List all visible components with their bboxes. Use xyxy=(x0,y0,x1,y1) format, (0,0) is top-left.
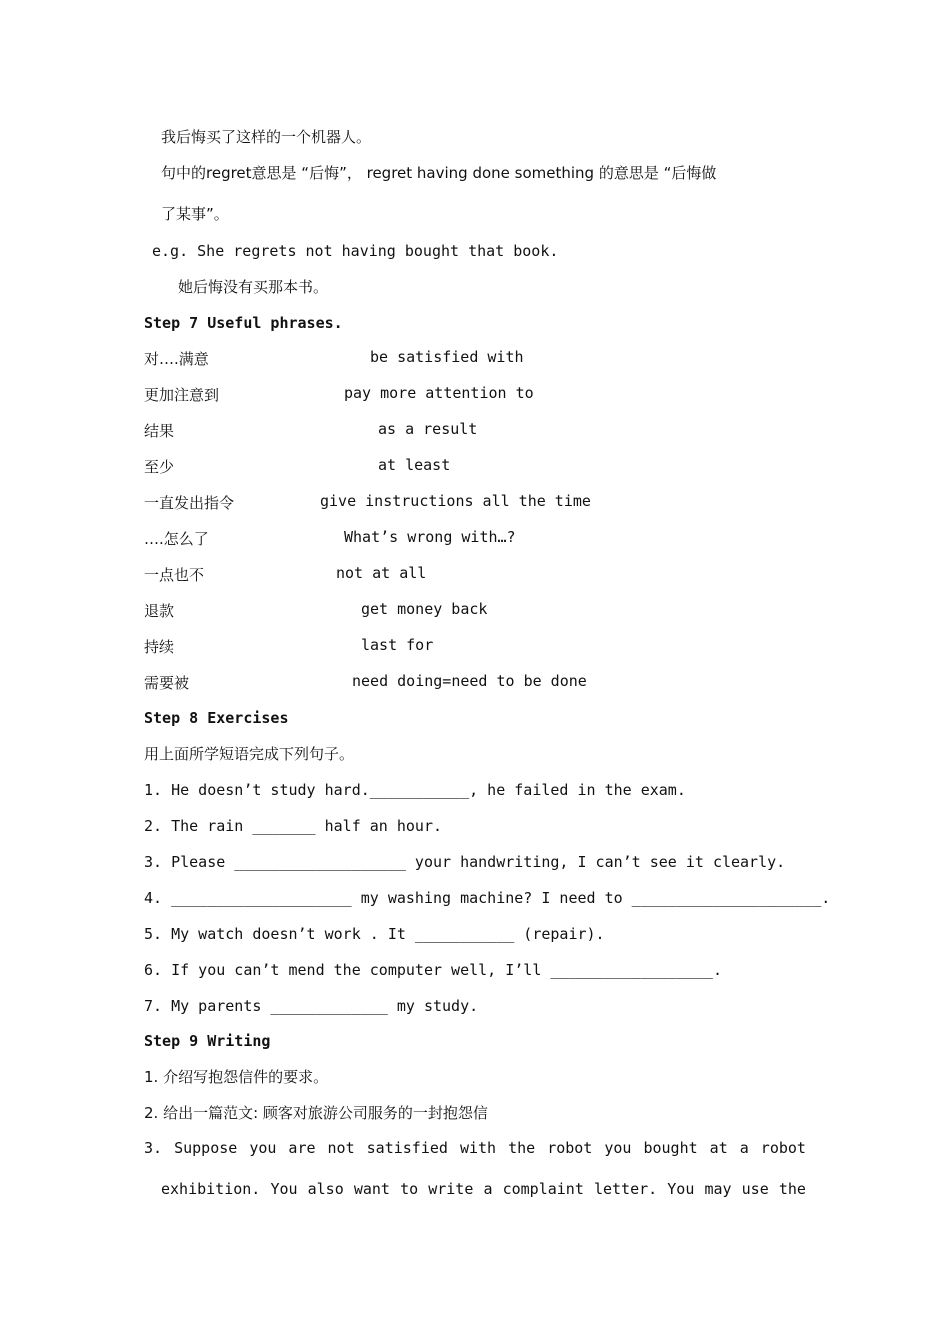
phrase-row xyxy=(144,456,844,476)
phrase-en: need doing=need to be done xyxy=(352,672,587,690)
phrase-en: What’s wrong with…? xyxy=(344,528,516,546)
step9-heading: Step 9 Writing xyxy=(144,1032,271,1050)
writing-item: 1. 介绍写抱怨信件的要求。 xyxy=(144,1068,329,1086)
intro-explanation-cont: 了某事”。 xyxy=(161,205,229,223)
intro-translation: 我后悔买了这样的一个机器人。 xyxy=(161,128,372,146)
word: with xyxy=(459,1139,497,1157)
word: the xyxy=(778,1180,806,1198)
phrase-cn: 需要被 xyxy=(144,674,190,692)
word: robot xyxy=(547,1139,593,1157)
exercise-item: 3. Please ___________________ your handwriting, I can’t see it clearly. xyxy=(144,853,786,871)
exercise-item: 5. My watch doesn’t work . It ___________ (repair). xyxy=(144,925,605,943)
word: 3. xyxy=(144,1139,163,1157)
phrase-cn: 结果 xyxy=(144,422,175,440)
exercise-item: 4. ____________________ my washing machine? I need to _____________________. xyxy=(144,889,831,907)
writing-item-justified xyxy=(144,1139,806,1157)
writing-item: 2. 给出一篇范文: 顾客对旅游公司服务的一封抱怨信 xyxy=(144,1104,488,1122)
word: use xyxy=(741,1180,769,1198)
phrase-row xyxy=(144,384,844,404)
step8-heading: Step 8 Exercises xyxy=(144,709,289,727)
exercise-item: 1. He doesn’t study hard.___________, he failed in the exam. xyxy=(144,781,686,799)
word: at xyxy=(709,1139,728,1157)
intro-explanation: 句中的regret意思是 “后悔”， regret having done something 的意思是 “后悔做 xyxy=(161,164,717,182)
writing-item-justified-cont xyxy=(161,1180,806,1198)
phrase-row xyxy=(144,564,844,584)
phrase-row xyxy=(144,348,844,368)
word: the xyxy=(508,1139,536,1157)
phrase-en: be satisfied with xyxy=(370,348,524,366)
word: also xyxy=(307,1180,344,1198)
word: a xyxy=(483,1180,493,1198)
phrase-cn: 退款 xyxy=(144,602,175,620)
phrase-en: last for xyxy=(361,636,434,654)
phrase-row xyxy=(144,600,844,620)
exercise-item: 2. The rain _______ half an hour. xyxy=(144,817,443,835)
phrase-cn: 至少 xyxy=(144,458,175,476)
phrase-row xyxy=(144,492,844,512)
phrase-row xyxy=(144,420,844,440)
word: exhibition. xyxy=(161,1180,261,1198)
exercise-item: 7. My parents _____________ my study. xyxy=(144,997,479,1015)
word: are xyxy=(288,1139,316,1157)
word: write xyxy=(428,1180,474,1198)
word: to xyxy=(400,1180,419,1198)
word: a xyxy=(739,1139,749,1157)
word: not xyxy=(327,1139,355,1157)
step8-instruction: 用上面所学短语完成下列句子。 xyxy=(144,745,355,763)
intro-example-translation: 她后悔没有买那本书。 xyxy=(178,278,329,296)
word: letter. xyxy=(593,1180,658,1198)
phrase-cn: 对….满意 xyxy=(144,350,209,368)
word: want xyxy=(353,1180,390,1198)
phrase-en: at least xyxy=(378,456,451,474)
word: complaint xyxy=(502,1180,584,1198)
phrase-cn: 一直发出指令 xyxy=(144,494,235,512)
intro-example: e.g. She regrets not having bought that book. xyxy=(152,242,559,260)
step7-heading: Step 7 Useful phrases. xyxy=(144,314,343,332)
phrase-en: as a result xyxy=(378,420,478,438)
word: You xyxy=(667,1180,695,1198)
phrase-row xyxy=(144,636,844,656)
phrase-cn: 持续 xyxy=(144,638,175,656)
phrase-en: give instructions all the time xyxy=(320,492,591,510)
phrase-cn: ….怎么了 xyxy=(144,530,209,548)
word: bought xyxy=(643,1139,698,1157)
phrase-en: get money back xyxy=(361,600,488,618)
word: You xyxy=(270,1180,298,1198)
exercise-item: 6. If you can’t mend the computer well, I’ll __________________. xyxy=(144,961,722,979)
word: you xyxy=(604,1139,632,1157)
phrase-cn: 更加注意到 xyxy=(144,386,220,404)
word: robot xyxy=(760,1139,806,1157)
word: may xyxy=(704,1180,732,1198)
phrase-row xyxy=(144,672,844,692)
word: satisfied xyxy=(366,1139,448,1157)
word: Suppose xyxy=(174,1139,238,1157)
phrase-en: not at all xyxy=(336,564,427,582)
phrase-row xyxy=(144,528,844,548)
word: you xyxy=(249,1139,277,1157)
phrase-cn: 一点也不 xyxy=(144,566,205,584)
phrase-en: pay more attention to xyxy=(344,384,534,402)
